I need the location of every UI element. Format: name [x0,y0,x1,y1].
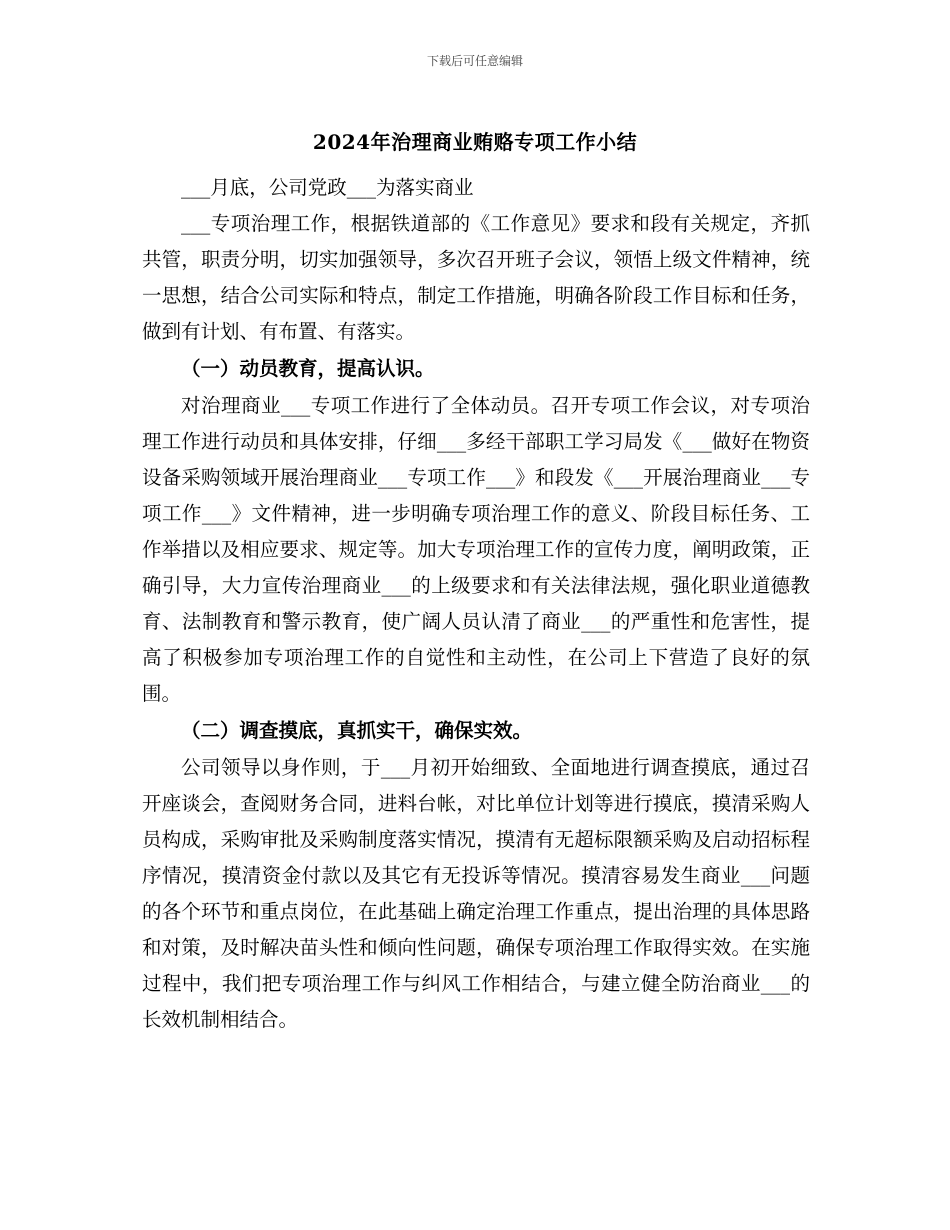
section-heading-2: （二）调查摸底，真抓实干，确保实效。 [181,719,533,742]
paragraph-section-1: 对治理商业___专项工作进行了全体动员。召开专项工作会议，对专项治理工作进行动员和具体安排，仔细___多经干部职工学习局发《___做好在物资设备采购领域开展治理商业___专项工作___》和段发《___开展治理商业___专项工作___》文件精神，进一步明确专项治理工作的意义、阶段目标任务、工作举措以及相应要求、规定等。加大专项治理工作的宣传力度，阐明政策，正确引导，大力宣传治理商业___的上级要求和有关法律法规，强化职业道德教育、法制教育和警示教育，使广阔人员认清了商业___的严重性和危害性，提高了积极参加专项治理工作的自觉性和主动性，在公司上下营造了良好的氛围。 [142,394,810,705]
document-title: 2024年治理商业贿赂专项工作小结 [312,130,638,154]
paragraph-section-2: 公司领导以身作则，于___月初开始细致、全面地进行调查摸底，通过召开座谈会，查阅财务合同，进料台帐，对比单位计划等进行摸底，摸清采购人员构成，采购审批及采购制度落实情况，摸清有无超标限额采购及启动招标程序情况，摸清资金付款以及其它有无投诉等情况。摸清容易发生商业___问题的各个环节和重点岗位，在此基础上确定治理工作重点，提出治理的具体思路和对策，及时解决苗头性和倾向性问题，确保专项治理工作取得实效。在实施过程中，我们把专项治理工作与纠风工作相结合，与建立健全防治商业___的长效机制相结合。 [142,756,810,1031]
paragraph-intro: ___月底，公司党政___为落实商业 [181,176,474,199]
paragraph-overview: ___专项治理工作，根据铁道部的《工作意见》要求和段有关规定，齐抓共管，职责分明，切实加强领导，多次召开班子会议，领悟上级文件精神，统一思想，结合公司实际和特点，制定工作措施，明确各阶段工作目标和任务，做到有计划、有布置、有落实。 [142,212,810,343]
page-header-note: 下载后可任意编辑 [426,54,523,68]
document-body [142,170,810,1038]
section-heading-1: （一）动员教育，提高认识。 [181,357,435,380]
